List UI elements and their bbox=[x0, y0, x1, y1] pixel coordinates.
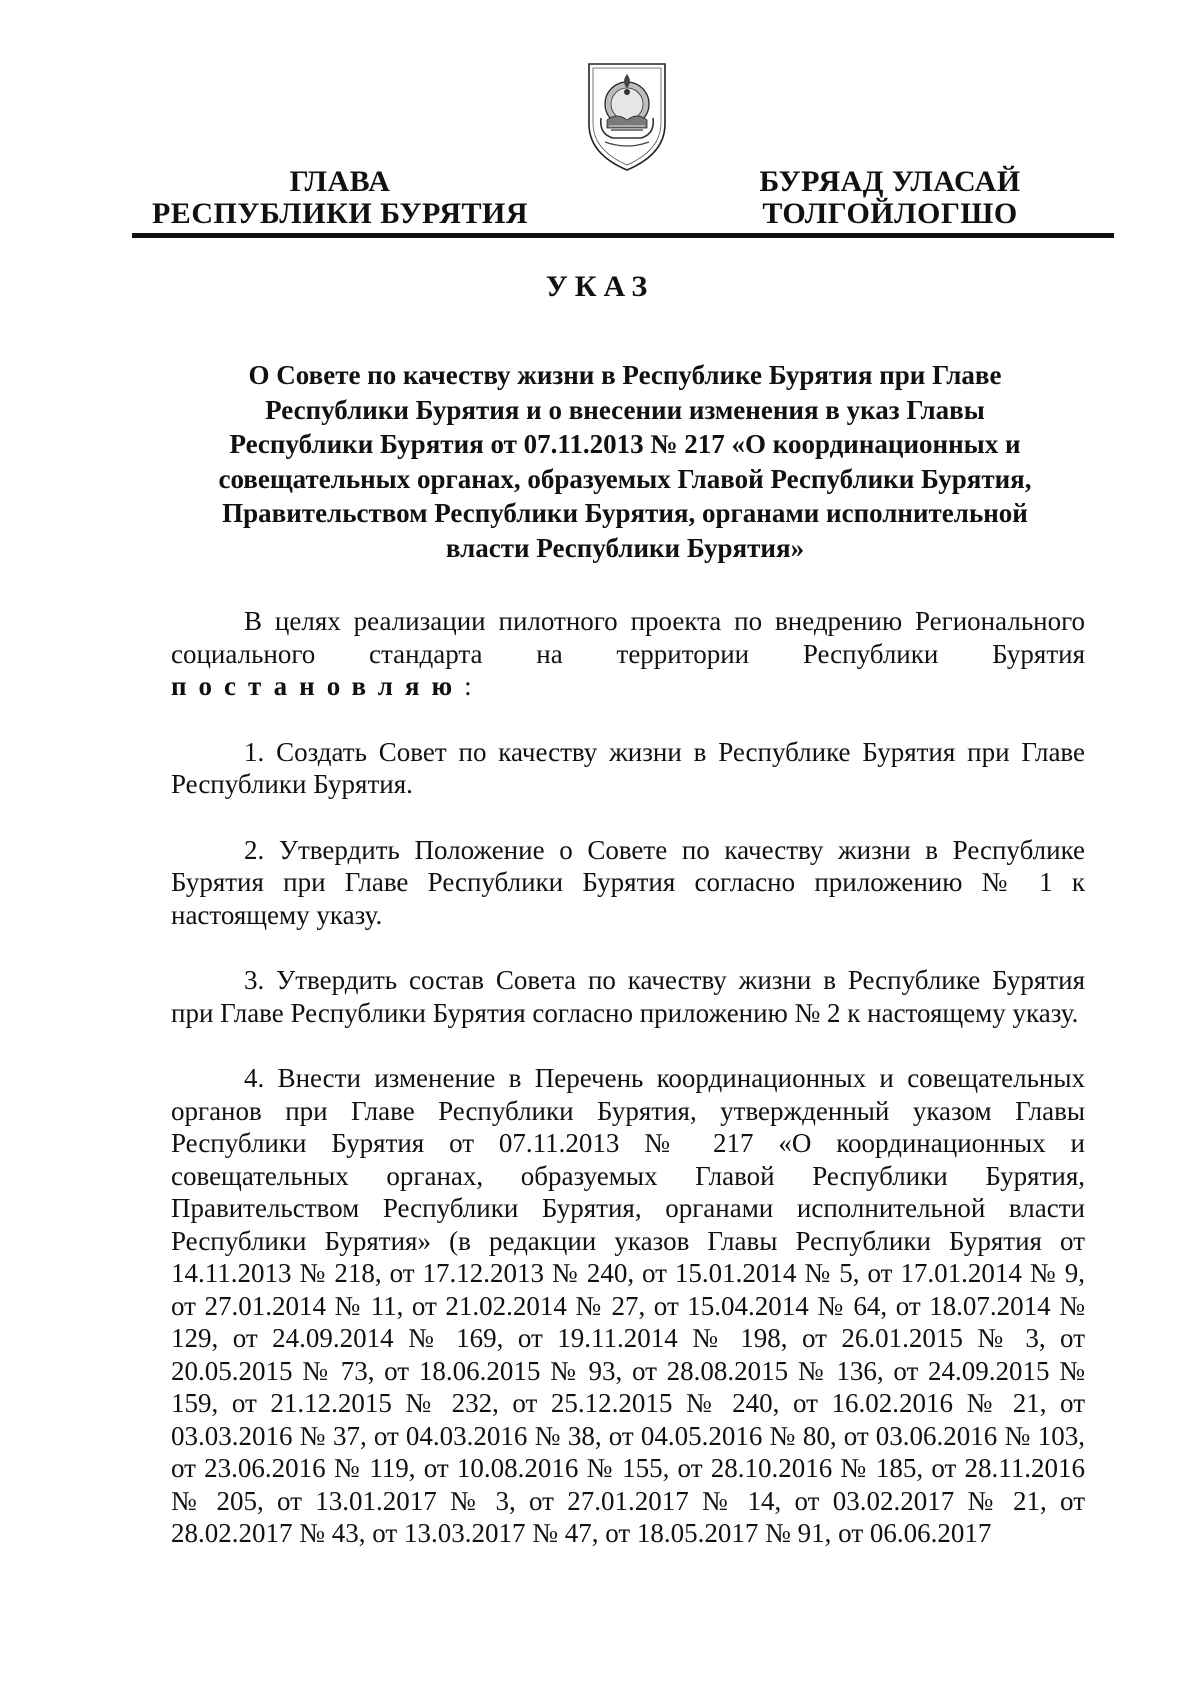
document-body bbox=[171, 605, 1085, 1583]
preamble-paragraph bbox=[171, 605, 1085, 703]
issuer-title-russian bbox=[150, 166, 530, 230]
item-3: 3. Утвердить состав Совета по качеству жизни в Республике Бурятия при Главе Республики Бурятия согласно приложению № 2 к настоящему указу. bbox=[171, 965, 1085, 1028]
issuer-title-buryat bbox=[740, 166, 1040, 230]
item-1: 1. Создать Совет по качеству жизни в Республике Бурятия при Главе Республики Бурятия. bbox=[171, 736, 1085, 799]
issuer-line-1: ГЛАВА bbox=[289, 165, 391, 198]
issuer-line-2: РЕСПУБЛИКИ БУРЯТИЯ bbox=[151, 197, 529, 230]
coat-of-arms-icon bbox=[585, 54, 669, 174]
issuer-buryat-line-1: БУРЯАД УЛАСАЙ bbox=[759, 165, 1021, 198]
decree-colon: : bbox=[464, 671, 472, 701]
document-title: О Совете по качеству жизни в Республике Бурятия при Главе Республики Бурятия и о внесении изменения в указ Главы Республики Бурятия от 07.11.2013 № 217 «О координационных и совещательных органах, образуемых Главой Республики Бурятия, Правительством Республики Бурятия, органами исполнительной власти Республики Бурятия» bbox=[218, 360, 1032, 563]
decree-word: постановляю bbox=[171, 671, 465, 701]
document-type: УКАЗ bbox=[545, 270, 655, 303]
preamble-text: В целях реализации пилотного проекта по внедрению Регионального социального стандарта на территории Республики Бурятия bbox=[171, 606, 1085, 669]
issuer-buryat-line-2: ТОЛГОЙЛОГШО bbox=[762, 197, 1018, 230]
header-divider bbox=[132, 233, 1114, 238]
item-2: 2. Утвердить Положение о Совете по качеству жизни в Республике Бурятия при Главе Республики Бурятия согласно приложению № 1 к настоящему указу. bbox=[171, 834, 1085, 930]
item-4: 4. Внести изменение в Перечень координационных и совещательных органов при Главе Республики Бурятия, утвержденный указом Главы Республики Бурятия от 07.11.2013 № 217 «О координационных и совещательных органах, образуемых Главой Республики Бурятия, Правительством Республики Бурятия, органами исполнительной власти Республики Бурятия» (в редакции указов Главы Республики Бурятия от 14.11.2013 № 218, от 17.12.2013 № 240, от 15.01.2014 № 5, от 17.01.2014 № 9, от 27.01.2014 № 11, от 21.02.2014 № 27, от 15.04.2014 № 64, от 18.07.2014 № 129, от 24.09.2014 № 169, от 19.11.2014 № 198, от 26.01.2015 № 3, от 20.05.2015 № 73, от 18.06.2015 № 93, от 28.08.2015 № 136, от 24.09.2015 № 159, от 21.12.2015 № 232, от 25.12.2015 № 240, от 16.02.2016 № 21, от 03.03.2016 № 37, от 04.03.2016 № 38, от 04.05.2016 № 80, от 03.06.2016 № 103, от 23.06.2016 № 119, от 10.08.2016 № 155, от 28.10.2016 № 185, от 28.11.2016 № 205, от 13.01.2017 № 3, от 27.01.2017 № 14, от 03.02.2017 № 21, от 28.02.2017 № 43, от 13.03.2017 № 47, от 18.05.2017 № 91, от 06.06.2017 bbox=[171, 1063, 1085, 1548]
